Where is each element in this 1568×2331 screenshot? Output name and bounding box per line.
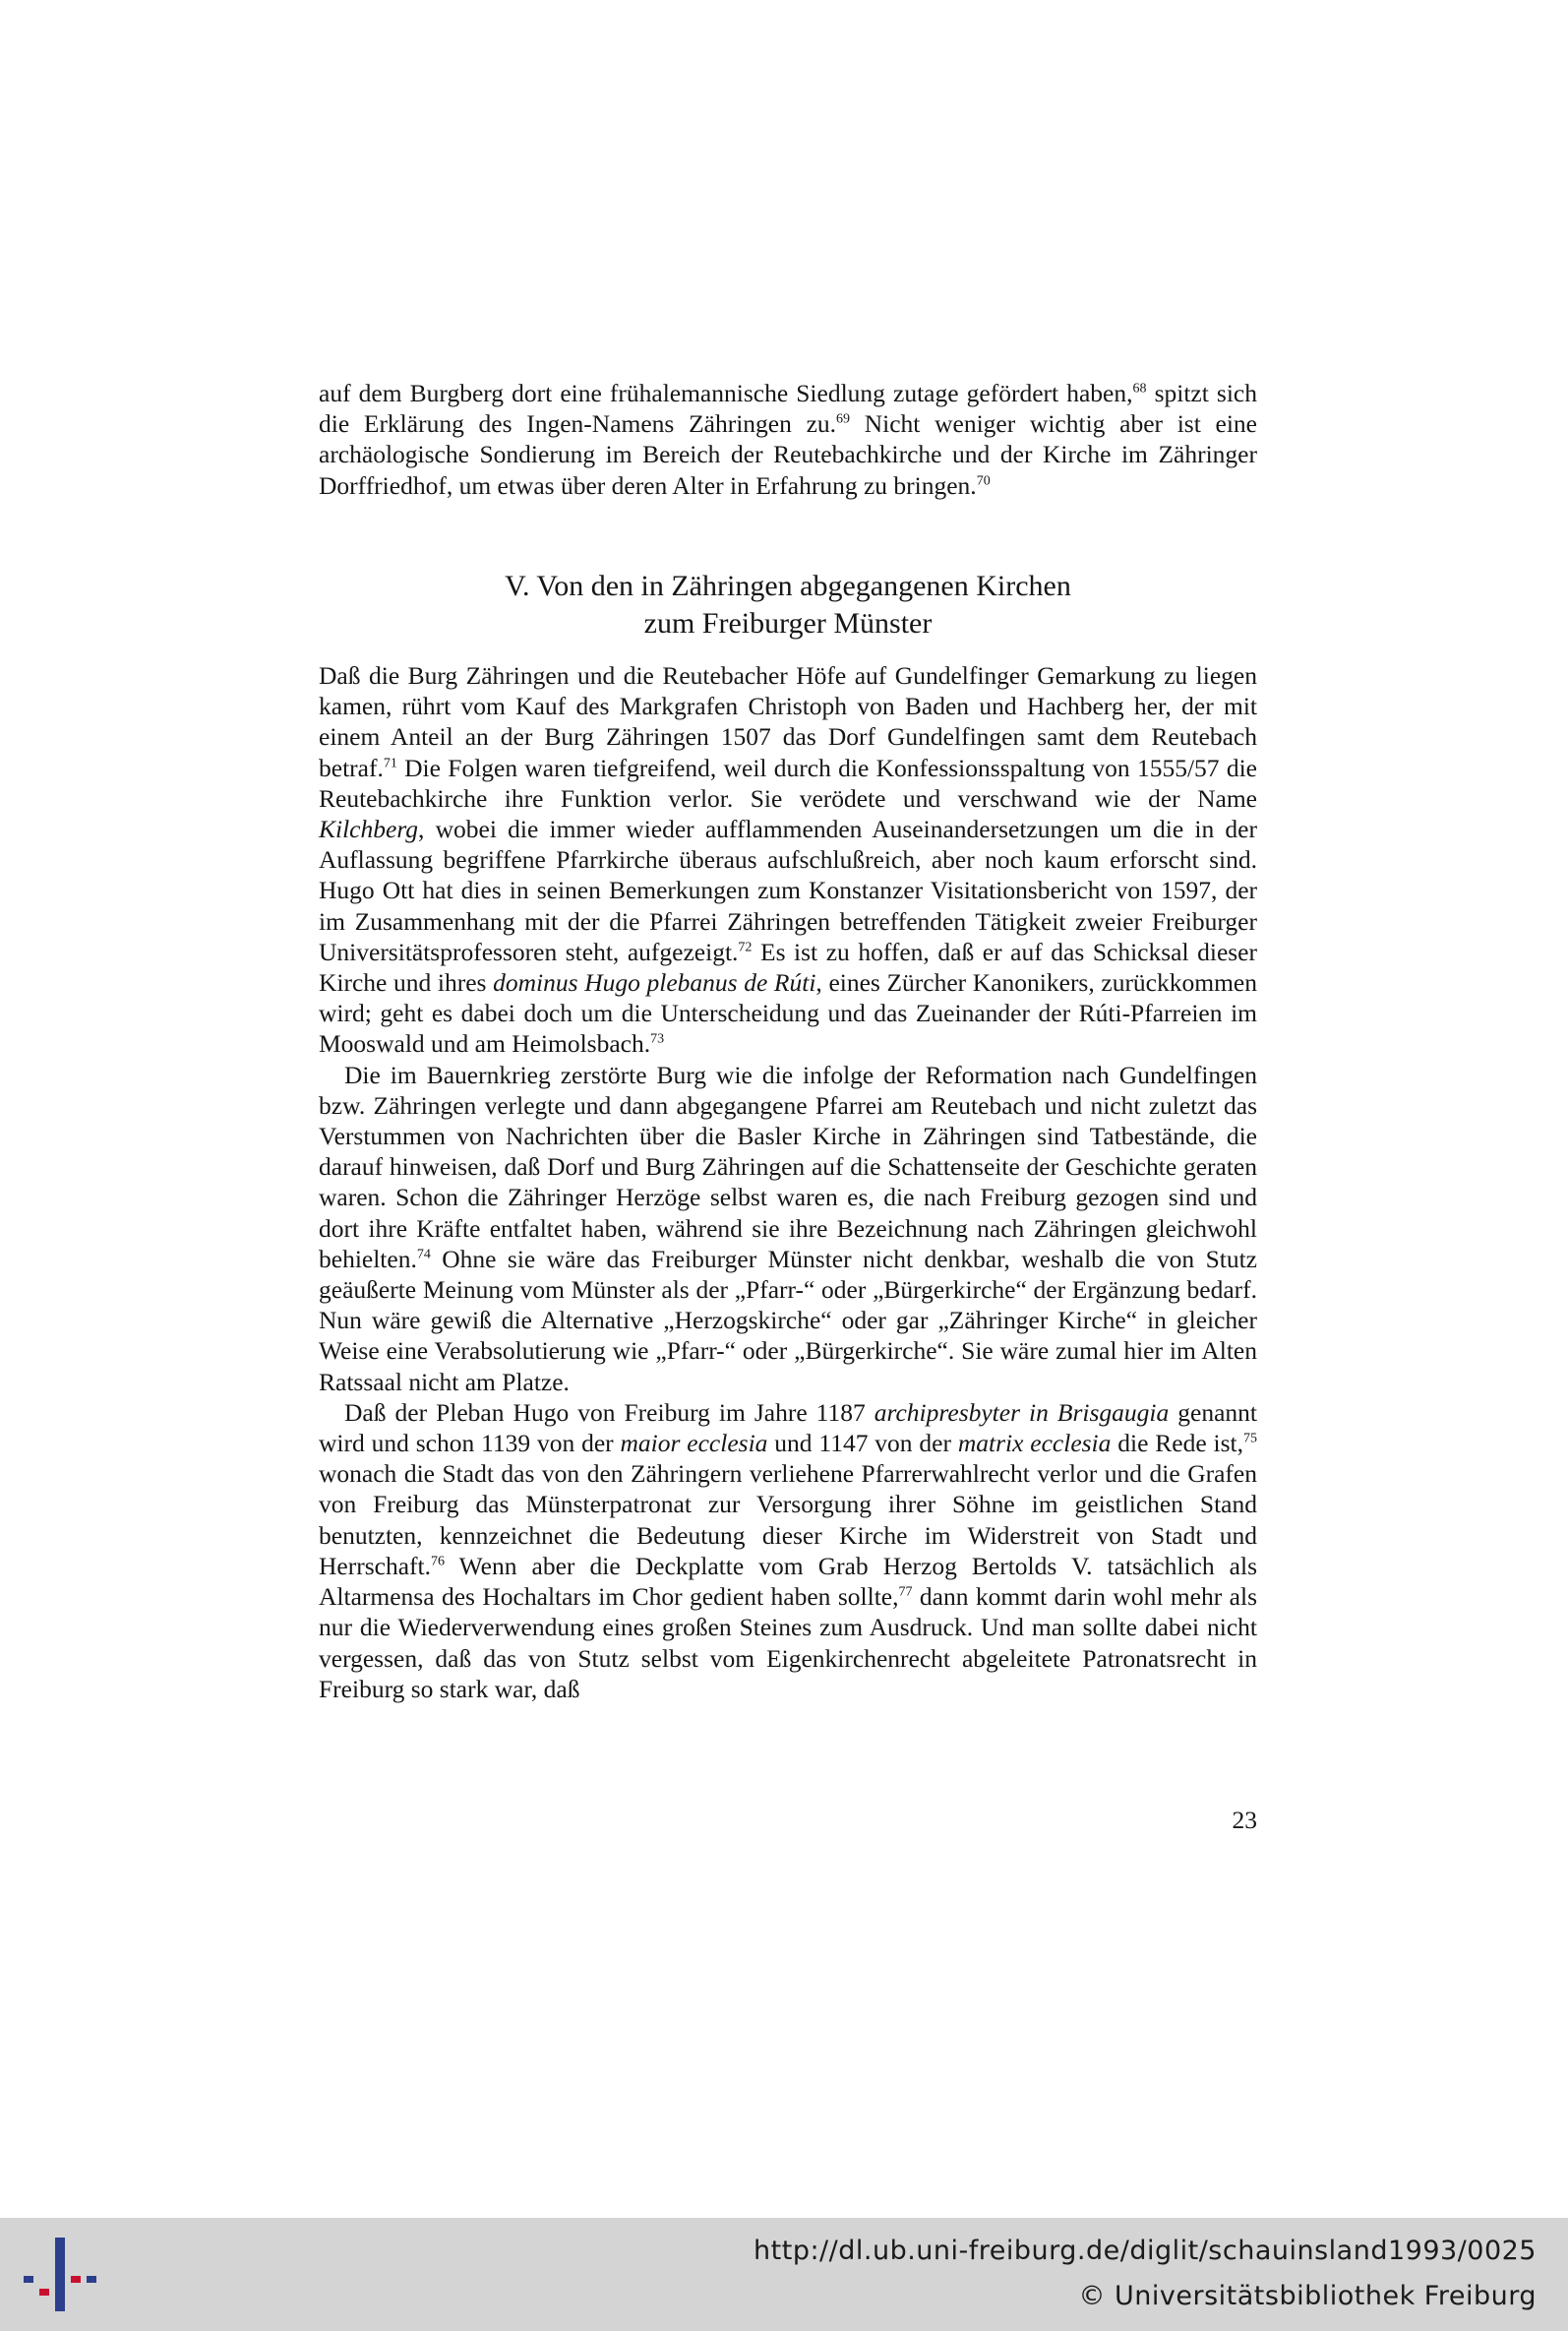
- footnote-marker: 70: [976, 473, 991, 489]
- footnote-marker: 75: [1243, 1431, 1257, 1446]
- italic-term: archipresbyter in Brisgaugia: [874, 1397, 1170, 1427]
- paragraph-2: Die im Bauernkrieg zerstörte Burg wie die infolge der Reformation nach Gundelfingen bzw. Zähringen verlegte und dann abgegangene Pfarrei am Reutebach und nicht zuletzt das Verstummen von Nachrichten über die Basler Kirche in Zähringen sind Tatbestände, die darauf hinweisen, daß Dorf und Burg Zähringen auf die Schattenseite der Geschichte geraten waren. Schon die Zähringer Herzöge selbst waren es, die nach Freiburg gezogen sind und dort ihre Kräfte entfaltet haben, während sie ihre Bezeichnung nach Zähringen gleichwohl behielten.$^{74}$ Ohne sie wäre das Freiburger Münster nicht denkbar, weshalb die von Stutz geäußerte Meinung vom Münster als der „Pfarr-“ oder „Bürgerkirche“ der Ergänzung bedarf. Nun wäre gewiß die Alternative „Herzogskirche“ oder gar „Zähringer Kirche“ in gleicher Weise eine Verabsolutierung wie „Pfarr-“ oder „Bürgerkirche“. Sie wäre zumal hier im Alten Ratssaal nicht am Platze.: [319, 1060, 1257, 1396]
- body-text: [319, 660, 1257, 1704]
- footer-url-link[interactable]: http://dl.ub.uni-freiburg.de/diglit/schauinsland1993/0025: [754, 2236, 1537, 2266]
- footnote-marker: 73: [650, 1031, 665, 1047]
- footnote-marker: 69: [836, 411, 851, 427]
- italic-term: Kilchberg: [319, 815, 419, 844]
- footer-copyright: © Universitätsbibliothek Freiburg: [1078, 2281, 1537, 2311]
- footnote-marker: 77: [898, 1584, 913, 1600]
- section-heading-line1: V. Von den in Zähringen abgegangenen Kirchen: [505, 570, 1071, 602]
- footnote-marker: 74: [416, 1247, 431, 1262]
- footnote-marker: 68: [1132, 381, 1147, 397]
- footnote-marker: 76: [430, 1554, 445, 1569]
- page-number: 23: [1232, 1806, 1257, 1834]
- italic-term: maior ecclesia: [620, 1429, 768, 1458]
- section-heading-line2: zum Freiburger Münster: [643, 607, 933, 640]
- library-logo-icon: [20, 2230, 100, 2318]
- italic-term: matrix ecclesia: [957, 1429, 1112, 1458]
- paragraph-intro: auf dem Burgberg dort eine frühalemannische Siedlung zutage gefördert haben,$^{68}$ spitzt sich die Erklärung des Ingen-Namens Zähringen zu.$^{69}$ Nicht weniger wichtig aber ist eine archäologische Sondierung im Bereich der Reutebachkirche und der Kirche im Zähringer Dorffriedhof, um etwas über deren Alter in Erfahrung zu bringen.$^{70}$: [319, 379, 1257, 500]
- section-heading: [319, 568, 1257, 643]
- footnote-marker: 72: [738, 940, 753, 955]
- paragraph-1: Daß die Burg Zähringen und die Reutebacher Höfe auf Gundelfinger Gemarkung zu liegen kamen, rührt vom Kauf des Markgrafen Christoph von Baden und Hachberg her, der mit einem Anteil an der Burg Zähringen 1507 das Dorf Gundelfingen samt dem Reutebach betraf.$^{71}$ Die Folgen waren tiefgreifend, weil durch die Konfessionsspaltung von 1555/57 die Reutebachkirche ihre Funktion verlor. Sie verödete und verschwand wie der Name Kilchberg, wobei die immer wieder aufflammenden Auseinandersetzungen um die in der Auflassung begriffene Pfarrkirche überaus aufschlußreich, aber noch kaum erforscht sind. Hugo Ott hat dies in seinen Bemerkungen zum Konstanzer Visitationsbericht von 1597, der im Zusammenhang mit der die Pfarrei Zähringen betreffenden Tätigkeit zweier Freiburger Universitätsprofessoren steht, aufgezeigt.$^{72}$ Es ist zu hoffen, daß er auf das Schicksal dieser Kirche und ihres dominus Hugo plebanus de Rúti, eines Zürcher Kanonikers, zurückkommen wird; geht es dabei doch um die Unterscheidung und das Zueinander der Rúti-Pfarreien im Mooswald und am Heimolsbach.$^{73}$: [319, 661, 1257, 1059]
- footnote-marker: 71: [383, 756, 397, 771]
- footer-bar: [0, 2218, 1568, 2331]
- paragraph-3: Daß der Pleban Hugo von Freiburg im Jahre 1187 archipresbyter in Brisgaugia genannt wird und schon 1139 von der maior ecclesia und 1147 von der matrix ecclesia die Rede ist,$^{75}$ wonach die Stadt das von den Zähringern verliehene Pfarrerwahlrecht verlor und die Grafen von Freiburg das Münsterpatronat zur Versorgung ihrer Söhne im geistlichen Stand benutzten, kennzeichnet die Bedeutung dieser Kirche im Widerstreit von Stadt und Herrschaft.$^{76}$ Wenn aber die Deckplatte vom Grab Herzog Bertolds V. tatsächlich als Altarmensa des Hochaltars im Chor gedient haben sollte,$^{77}$ dann kommt darin wohl mehr als nur die Wiederverwendung eines großen Steines zum Ausdruck. Und man sollte dabei nicht vergessen, daß das von Stutz selbst vom Eigenkirchenrecht abgeleitete Patronatsrecht in Freiburg so stark war, daß: [319, 1397, 1257, 1703]
- intro-paragraph: [319, 378, 1257, 501]
- italic-term: dominus Hugo plebanus de Rúti: [493, 968, 816, 998]
